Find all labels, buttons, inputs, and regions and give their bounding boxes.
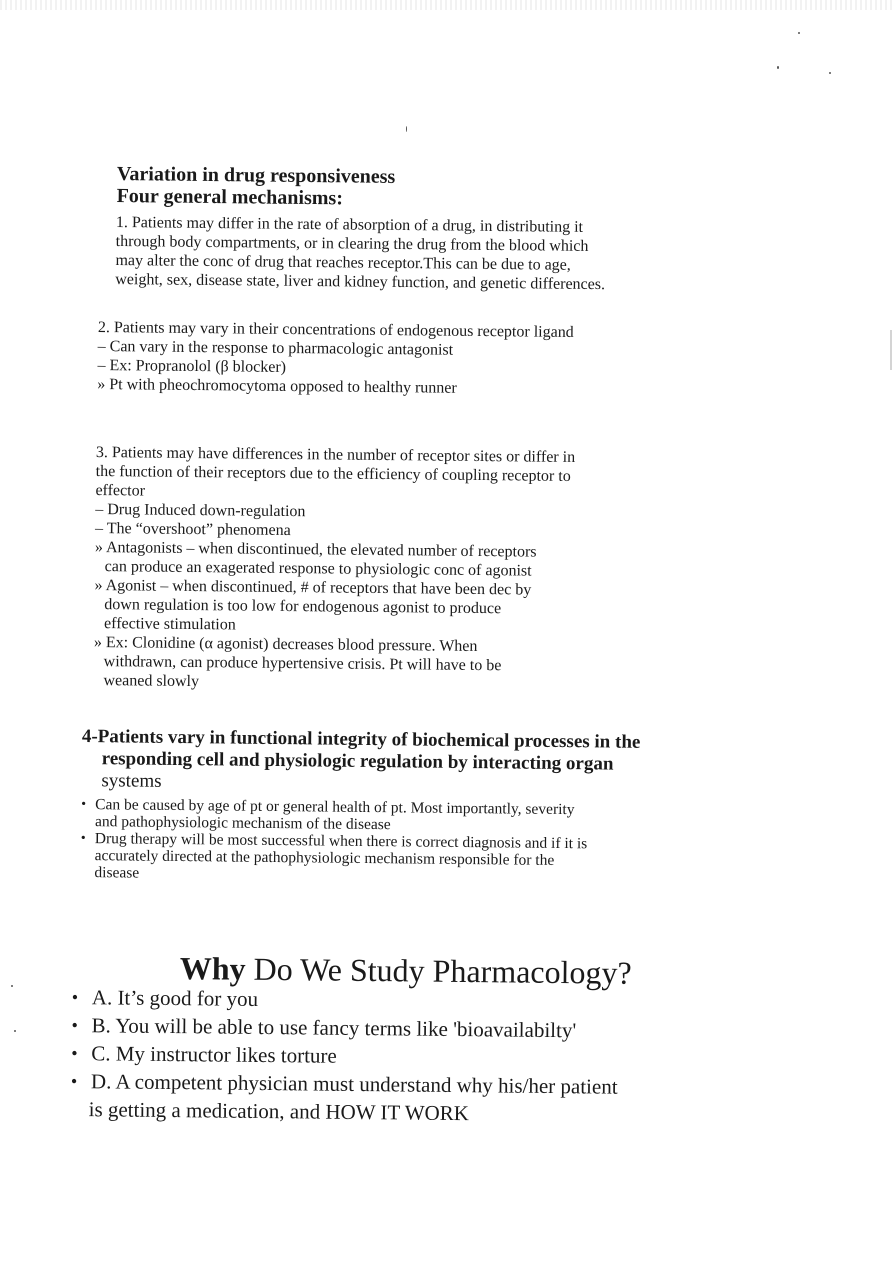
agonist-line: down regulation is too low for endogenous agonist to produce — [104, 596, 502, 618]
point-1-line: through body compartments, or in clearing the drug from the blood which — [115, 232, 589, 255]
point-2-title: 2. Patients may vary in their concentrations of endogenous receptor ligand — [97, 318, 574, 341]
point-2-sub-3: » Pt with pheochromocytoma opposed to healthy runner — [97, 375, 457, 397]
point-3-sub-2: – The “overshoot” phenomena — [95, 519, 291, 540]
scan-speck — [777, 66, 779, 69]
why-title-bold: Why — [179, 950, 246, 987]
page-heading — [117, 163, 396, 210]
scan-edge — [890, 330, 892, 370]
bullet-dot: • — [81, 796, 87, 813]
point-3 — [93, 443, 686, 696]
why-item-a-text: A. It’s good for you — [91, 985, 259, 1011]
antagonists-line: can produce an exagerated response to physiologic conc of agonist — [104, 558, 532, 580]
why-list — [71, 983, 712, 1130]
point-4 — [80, 726, 692, 887]
why-title-rest: Do We Study Pharmacology? — [245, 950, 632, 991]
why-item-c-text: C. My instructor likes torture — [91, 1041, 337, 1068]
point-4-heading — [81, 726, 692, 798]
point-3-line: effector — [95, 481, 146, 500]
clonidine-example-line: » Ex: Clonidine (α agonist) decreases blood pressure. When — [93, 633, 478, 656]
heading-line-2: Four general mechanisms: — [116, 184, 344, 210]
bullet-dot: • — [80, 830, 86, 847]
point-4-line: 4-Patients vary in functional integrity of biochemical processes in the — [81, 726, 641, 753]
point-2 — [97, 318, 678, 400]
scan-speck — [798, 32, 800, 34]
point-3-sub-1: – Drug Induced down-regulation — [95, 500, 306, 521]
antagonists-line: » Antagonists – when discontinued, the elevated number of receptors — [94, 538, 537, 561]
clonidine-example-line: withdrawn, can produce hypertensive crisis. Pt will have to be — [103, 653, 502, 675]
bullet-2-line: accurately directed at the pathophysiologic mechanism responsible for the — [94, 847, 555, 869]
point-4-bullets — [80, 796, 691, 887]
point-4-line: responding cell and physiologic regulation by interacting organ — [101, 748, 614, 775]
clonidine-example-line: weaned slowly — [103, 672, 200, 691]
bullet-1-line: and pathophysiologic mechanism of the disease — [94, 813, 391, 834]
scan-speck — [14, 1030, 16, 1032]
point-1-line: weight, sex, disease state, liver and kidney function, and genetic differences. — [115, 270, 606, 294]
scan-speck — [11, 985, 13, 987]
point-2-sub-1: – Can vary in the response to pharmacologic antagonist — [97, 337, 454, 359]
bullet-1-line: Can be caused by age of pt or general health of pt. Most importantly, severity — [95, 796, 575, 819]
why-item-d-text: is getting a medication, and HOW IT WORK — [88, 1097, 470, 1126]
agonist-line: effective stimulation — [104, 615, 236, 634]
bullet-2-line: disease — [94, 864, 140, 882]
bullet-2-line: Drug therapy will be most successful when there is correct diagnosis and if it is — [94, 830, 588, 853]
point-4-line: systems — [101, 770, 162, 792]
point-3-line: 3. Patients may have differences in the number of receptor sites or differ in — [95, 443, 576, 467]
point-1 — [115, 213, 686, 295]
bullet-dot: • — [71, 1042, 78, 1064]
bullet-dot: • — [71, 986, 79, 1008]
agonist-line: » Agonist – when discontinued, # of receptors that have been dec by — [94, 576, 532, 599]
why-item-d-text: D. A competent physician must understand why his/her patient — [90, 1069, 618, 1099]
scan-speck — [406, 126, 407, 132]
point-3-line: the function of their receptors due to the efficiency of coupling receptor to — [95, 462, 571, 485]
bullet-dot: • — [70, 1070, 78, 1092]
point-2-sub-2: – Ex: Propranolol (β blocker) — [97, 356, 287, 376]
point-1-line: 1. Patients may differ in the rate of absorption of a drug, in distributing it — [115, 213, 584, 236]
why-item-d — [71, 1067, 712, 1130]
heading-line-1: Variation in drug responsiveness — [116, 163, 396, 188]
scan-speck — [829, 72, 831, 74]
why-item-b-text: B. You will be able to use fancy terms like 'bioavailabilty' — [91, 1013, 577, 1043]
point-1-line: may alter the conc of drug that reaches receptor.This can be due to age, — [115, 251, 571, 274]
bullet-dot: • — [71, 1014, 78, 1036]
point-4-bullet-2 — [80, 830, 691, 887]
